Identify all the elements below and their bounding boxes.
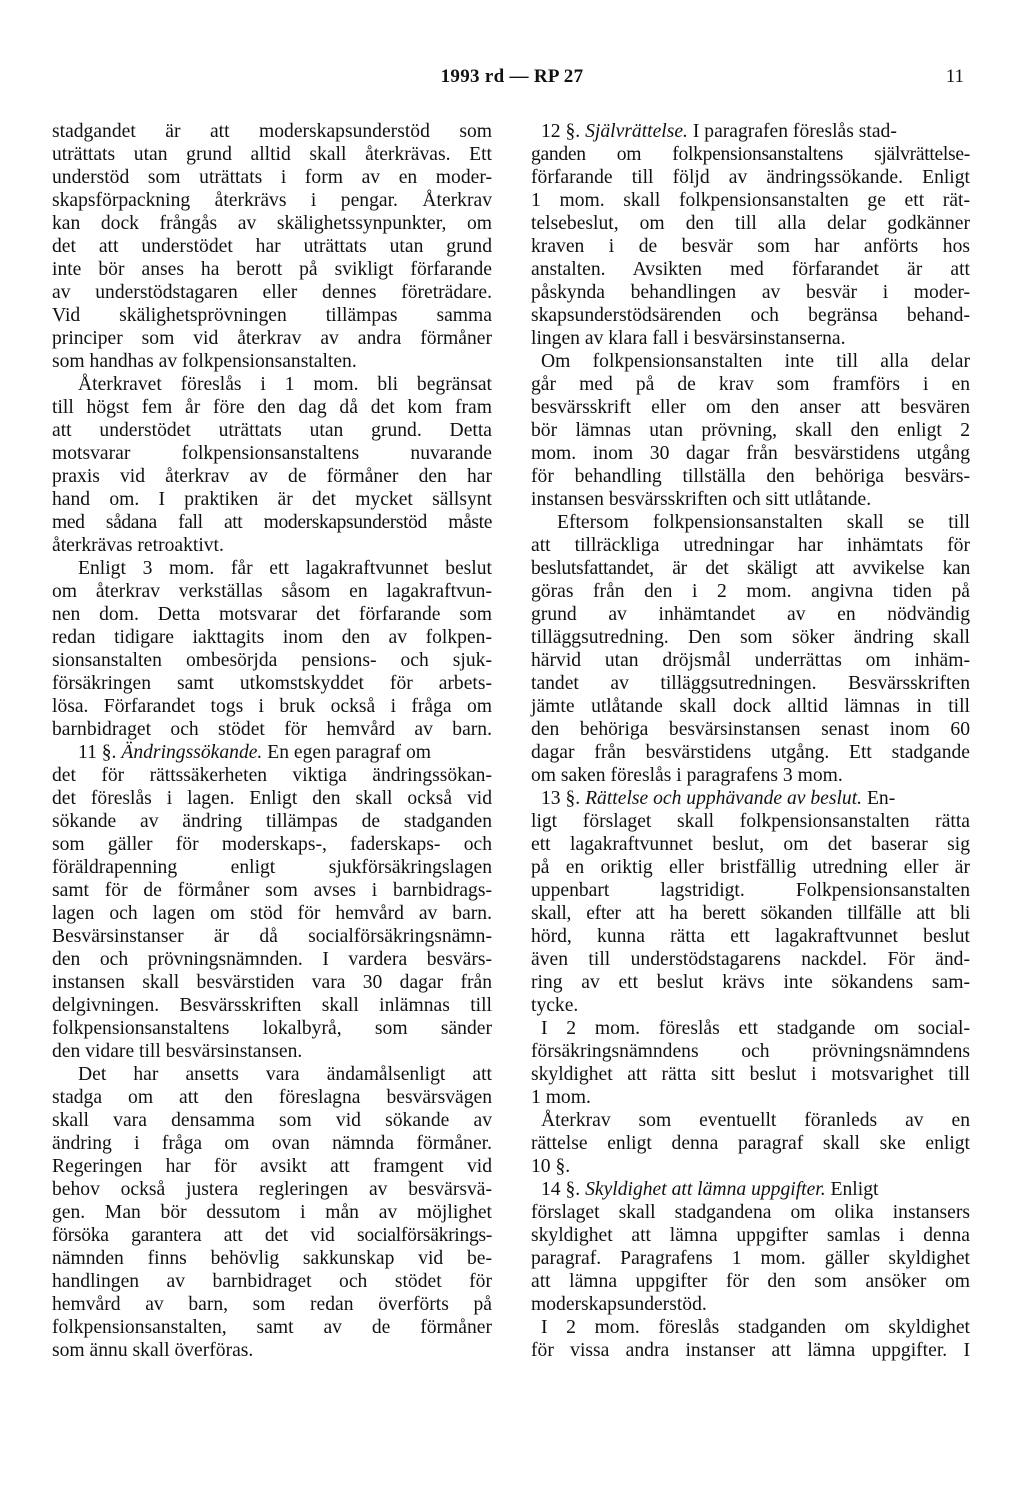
section-text: En egen paragraf om <box>267 742 431 763</box>
running-title: 1993 rd — RP 27 <box>440 66 584 87</box>
section-text: Enligt <box>830 1179 879 1200</box>
text-line: tilläggsutredning. Den som söker ändring skall <box>531 627 970 648</box>
section-line-11 <box>52 741 492 764</box>
left-column <box>52 120 492 1362</box>
section-line-13 <box>531 787 970 810</box>
text-line: folkpensionsanstaltens lokalbyrå, som sänder <box>52 1018 492 1039</box>
text-line: den och prövningsnämnden. I vardera besvärs- <box>52 949 492 970</box>
section-number: 12 §. <box>541 121 581 142</box>
text-line: ring av ett beslut krävs inte sökandens sam- <box>531 972 970 993</box>
text-line: redan tidigare iakttagits inom den av folkpen- <box>52 627 492 648</box>
text-line: instansen besvärsskriften och sitt utlåtande. <box>531 489 872 510</box>
text-line: jämte utlåtande skall dock alltid lämnas in till <box>531 696 970 717</box>
section-text: En- <box>866 788 896 809</box>
text-line: lagen och lagen om stöd för hemvård av barn. <box>52 903 492 924</box>
section-line-12 <box>531 120 970 143</box>
text-line: skyldighet att rätta sitt beslut i motsvarighet till <box>531 1064 970 1085</box>
text-line: Enligt 3 mom. får ett lagakraftvunnet beslut <box>78 558 492 579</box>
text-line: även till understödstagarens nackdel. För änd- <box>531 949 970 970</box>
text-line: kraven i de besvär som har anförts hos <box>531 236 970 257</box>
section-text: I paragrafen föreslås stad- <box>692 121 897 142</box>
text-line: samt för de förmåner som avses i barnbidrags- <box>52 880 492 901</box>
text-line: understöd som uträttats i form av en moder- <box>52 167 492 188</box>
text-line: Regeringen har för avsikt att framgent vid <box>52 1156 492 1177</box>
text-line: sionsanstalten ombesörjda pensions- och sjuk- <box>52 650 492 671</box>
text-line: skyldighet att lämna uppgifter samlas i denna <box>531 1225 970 1246</box>
section-number: 14 §. <box>541 1179 581 1200</box>
text-line: 1 mom. <box>531 1087 591 1108</box>
text-line: går med på de krav som framförs i en <box>531 374 970 395</box>
section-title: Självrättelse. <box>585 121 688 142</box>
text-line: härvid utan dröjsmål underrättas om inhäm- <box>531 650 970 671</box>
text-line: Återkravet föreslås i 1 mom. bli begränsat <box>78 374 492 395</box>
text-line: ett lagakraftvunnet beslut, om det baserar sig <box>531 834 970 855</box>
text-line: försäkringen samt utkomstskyddet för arbets- <box>52 673 492 694</box>
text-line: moderskapsunderstöd. <box>531 1294 707 1315</box>
text-line: det för rättssäkerheten viktiga ändringssökan- <box>52 765 492 786</box>
text-line: inte bör anses ha berott på svikligt förfarande <box>52 259 492 280</box>
text-line: för vissa andra instanser att lämna uppgifter. I <box>531 1340 970 1361</box>
text-line: Återkrav som eventuellt föranleds av en <box>541 1110 970 1131</box>
text-line: praxis vid återkrav av de förmåner den har <box>52 466 492 487</box>
text-line: den behöriga besvärsinstansen senast inom 60 <box>531 719 970 740</box>
text-line: som handhas av folkpensionsanstalten. <box>52 351 357 372</box>
text-line: förslaget skall stadgandena om olika instansers <box>531 1202 970 1223</box>
text-line: stadga om att den föreslagna besvärsvägen <box>52 1087 492 1108</box>
text-line: principer som vid återkrav av andra förmåner <box>52 328 492 349</box>
text-line: med sådana fall att moderskapsunderstöd måste <box>52 512 492 533</box>
text-line: av understödstagaren eller dennes företrädare. <box>52 282 492 303</box>
text-line: sökande av ändring tillämpas de stadganden <box>52 811 492 832</box>
text-line: kan dock frångås av skälighetssynpunkter, om <box>52 213 492 234</box>
text-line: förfarande till följd av ändringssökande. Enligt <box>531 167 970 188</box>
text-line: försäkringsnämndens och prövningsnämndens <box>531 1041 970 1062</box>
text-line: skapsförpackning återkrävs i pengar. Återkrav <box>52 190 492 211</box>
text-line: motsvarar folkpensionsanstaltens nuvarande <box>52 443 492 464</box>
text-line: bör lämnas utan prövning, skall den enligt 2 <box>531 420 970 441</box>
text-line: göras från den i 2 mom. angivna tiden på <box>531 581 970 602</box>
page-header <box>0 66 1024 96</box>
text-line: till högst fem år före den dag då det kom fram <box>52 397 492 418</box>
text-line: ändring i fråga om ovan nämnda förmåner. <box>52 1133 492 1154</box>
text-line: som ännu skall överföras. <box>52 1340 254 1361</box>
text-line: hemvård av barn, som redan överförts på <box>52 1294 492 1315</box>
text-line: på en oriktig eller bristfällig utredning eller är <box>531 857 970 878</box>
text-line: om återkrav verkställas såsom en lagakraftvun- <box>52 581 492 602</box>
text-line: lösa. Förfarandet togs i bruk också i fråga om <box>52 696 492 717</box>
text-line: som gäller för moderskaps-, faderskaps- och <box>52 834 492 855</box>
text-line: ligt förslaget skall folkpensionsanstalten rätta <box>531 811 970 832</box>
text-line: att lämna uppgifter för den som ansöker om <box>531 1271 970 1292</box>
text-line: Det har ansetts vara ändamålsenligt att <box>78 1064 492 1085</box>
text-line: det att understödet har uträttats utan grund <box>52 236 492 257</box>
text-line: nen dom. Detta motsvarar det förfarande som <box>52 604 492 625</box>
text-line: för behandling tillställa den behöriga besvärs- <box>531 466 970 487</box>
section-line-14 <box>531 1178 970 1201</box>
section-title: Ändringssökande. <box>121 742 263 763</box>
section-number: 11 §. <box>78 742 117 763</box>
section-title: Skyldighet att lämna uppgifter. <box>585 1179 826 1200</box>
text-line: telsebeslut, om den till alla delar godkänner <box>531 213 970 234</box>
section-number: 13 §. <box>541 788 581 809</box>
text-line: I 2 mom. föreslås ett stadgande om social- <box>541 1018 970 1039</box>
text-line: tandet av tilläggsutredningen. Besvärsskriften <box>531 673 970 694</box>
text-line: återkrävas retroaktivt. <box>52 535 224 556</box>
text-line: tycke. <box>531 995 579 1016</box>
text-line: grund av inhämtandet av en nödvändig <box>531 604 970 625</box>
text-line: dagar från besvärstidens utgång. Ett stadgande <box>531 742 970 763</box>
text-line: skall, efter att ha berett sökanden tillfälle att bli <box>531 903 970 924</box>
text-line: I 2 mom. föreslås stadganden om skyldighet <box>541 1317 970 1338</box>
text-line: besvärsskrift eller om den anser att besvären <box>531 397 970 418</box>
text-line: föräldrapenning enligt sjukförsäkringslagen <box>52 857 492 878</box>
right-column <box>531 120 970 1362</box>
text-line: rättelse enligt denna paragraf skall ske enligt <box>531 1133 970 1154</box>
text-line: handlingen av barnbidraget och stödet för <box>52 1271 492 1292</box>
text-line: paragraf. Paragrafens 1 mom. gäller skyldighet <box>531 1248 970 1269</box>
text-line: om saken föreslås i paragrafens 3 mom. <box>531 765 843 786</box>
text-line: barnbidraget och stödet för hemvård av barn. <box>52 719 492 740</box>
text-line: nämnden finns behövlig sakkunskap vid be- <box>52 1248 492 1269</box>
text-line: lingen av klara fall i besvärsinstanserna. <box>531 328 846 349</box>
text-line: beslutsfattandet, är det skäligt att avvikelse kan <box>531 558 970 579</box>
text-line: Om folkpensionsanstalten inte till alla delar <box>541 351 970 372</box>
text-line: att tillräckliga utredningar har inhämtats för <box>531 535 970 556</box>
text-line: skapsunderstödsärenden och begränsa behand- <box>531 305 970 326</box>
text-line: behov också justera regleringen av besvärsvä- <box>52 1179 492 1200</box>
text-line: 10 §. <box>531 1156 571 1177</box>
section-title: Rättelse och upphävande av beslut. <box>585 788 863 809</box>
text-line: uppenbart lagstridigt. Folkpensionsanstalten <box>531 880 970 901</box>
text-line: uträttats utan grund alltid skall återkrävas. Ett <box>52 144 492 165</box>
page-number: 11 <box>945 66 964 87</box>
text-line: delgivningen. Besvärsskriften skall inlämnas till <box>52 995 492 1016</box>
text-line: folkpensionsanstalten, samt av de förmåner <box>52 1317 492 1338</box>
text-line: Besvärsinstanser är då socialförsäkringsnämn- <box>52 926 492 947</box>
text-line: hörd, kunna rätta ett lagakraftvunnet beslut <box>531 926 970 947</box>
text-line: anstalten. Avsikten med förfarandet är att <box>531 259 970 280</box>
text-line: gen. Man bör dessutom i mån av möjlighet <box>52 1202 492 1223</box>
text-line: påskynda behandlingen av besvär i moder- <box>531 282 970 303</box>
text-line: att understödet uträttats utan grund. Detta <box>52 420 492 441</box>
text-line: den vidare till besvärsinstansen. <box>52 1041 303 1062</box>
text-line: ganden om folkpensionsanstaltens självrättelse- <box>531 144 970 165</box>
text-line: skall vara densamma som vid sökande av <box>52 1110 492 1131</box>
text-line: Eftersom folkpensionsanstalten skall se till <box>557 512 970 533</box>
text-line: instansen skall besvärstiden vara 30 dagar från <box>52 972 492 993</box>
text-line: 1 mom. skall folkpensionsanstalten ge ett rät- <box>531 190 970 211</box>
text-line: mom. inom 30 dagar från besvärstidens utgång <box>531 443 970 464</box>
text-line: Vid skälighetsprövningen tillämpas samma <box>52 305 492 326</box>
text-line: stadgandet är att moderskapsunderstöd som <box>52 121 492 142</box>
text-line: hand om. I praktiken är det mycket sällsynt <box>52 489 492 510</box>
text-line: det föreslås i lagen. Enligt den skall också vid <box>52 788 492 809</box>
text-line: försöka garantera att det vid socialförsäkrings- <box>52 1225 492 1246</box>
